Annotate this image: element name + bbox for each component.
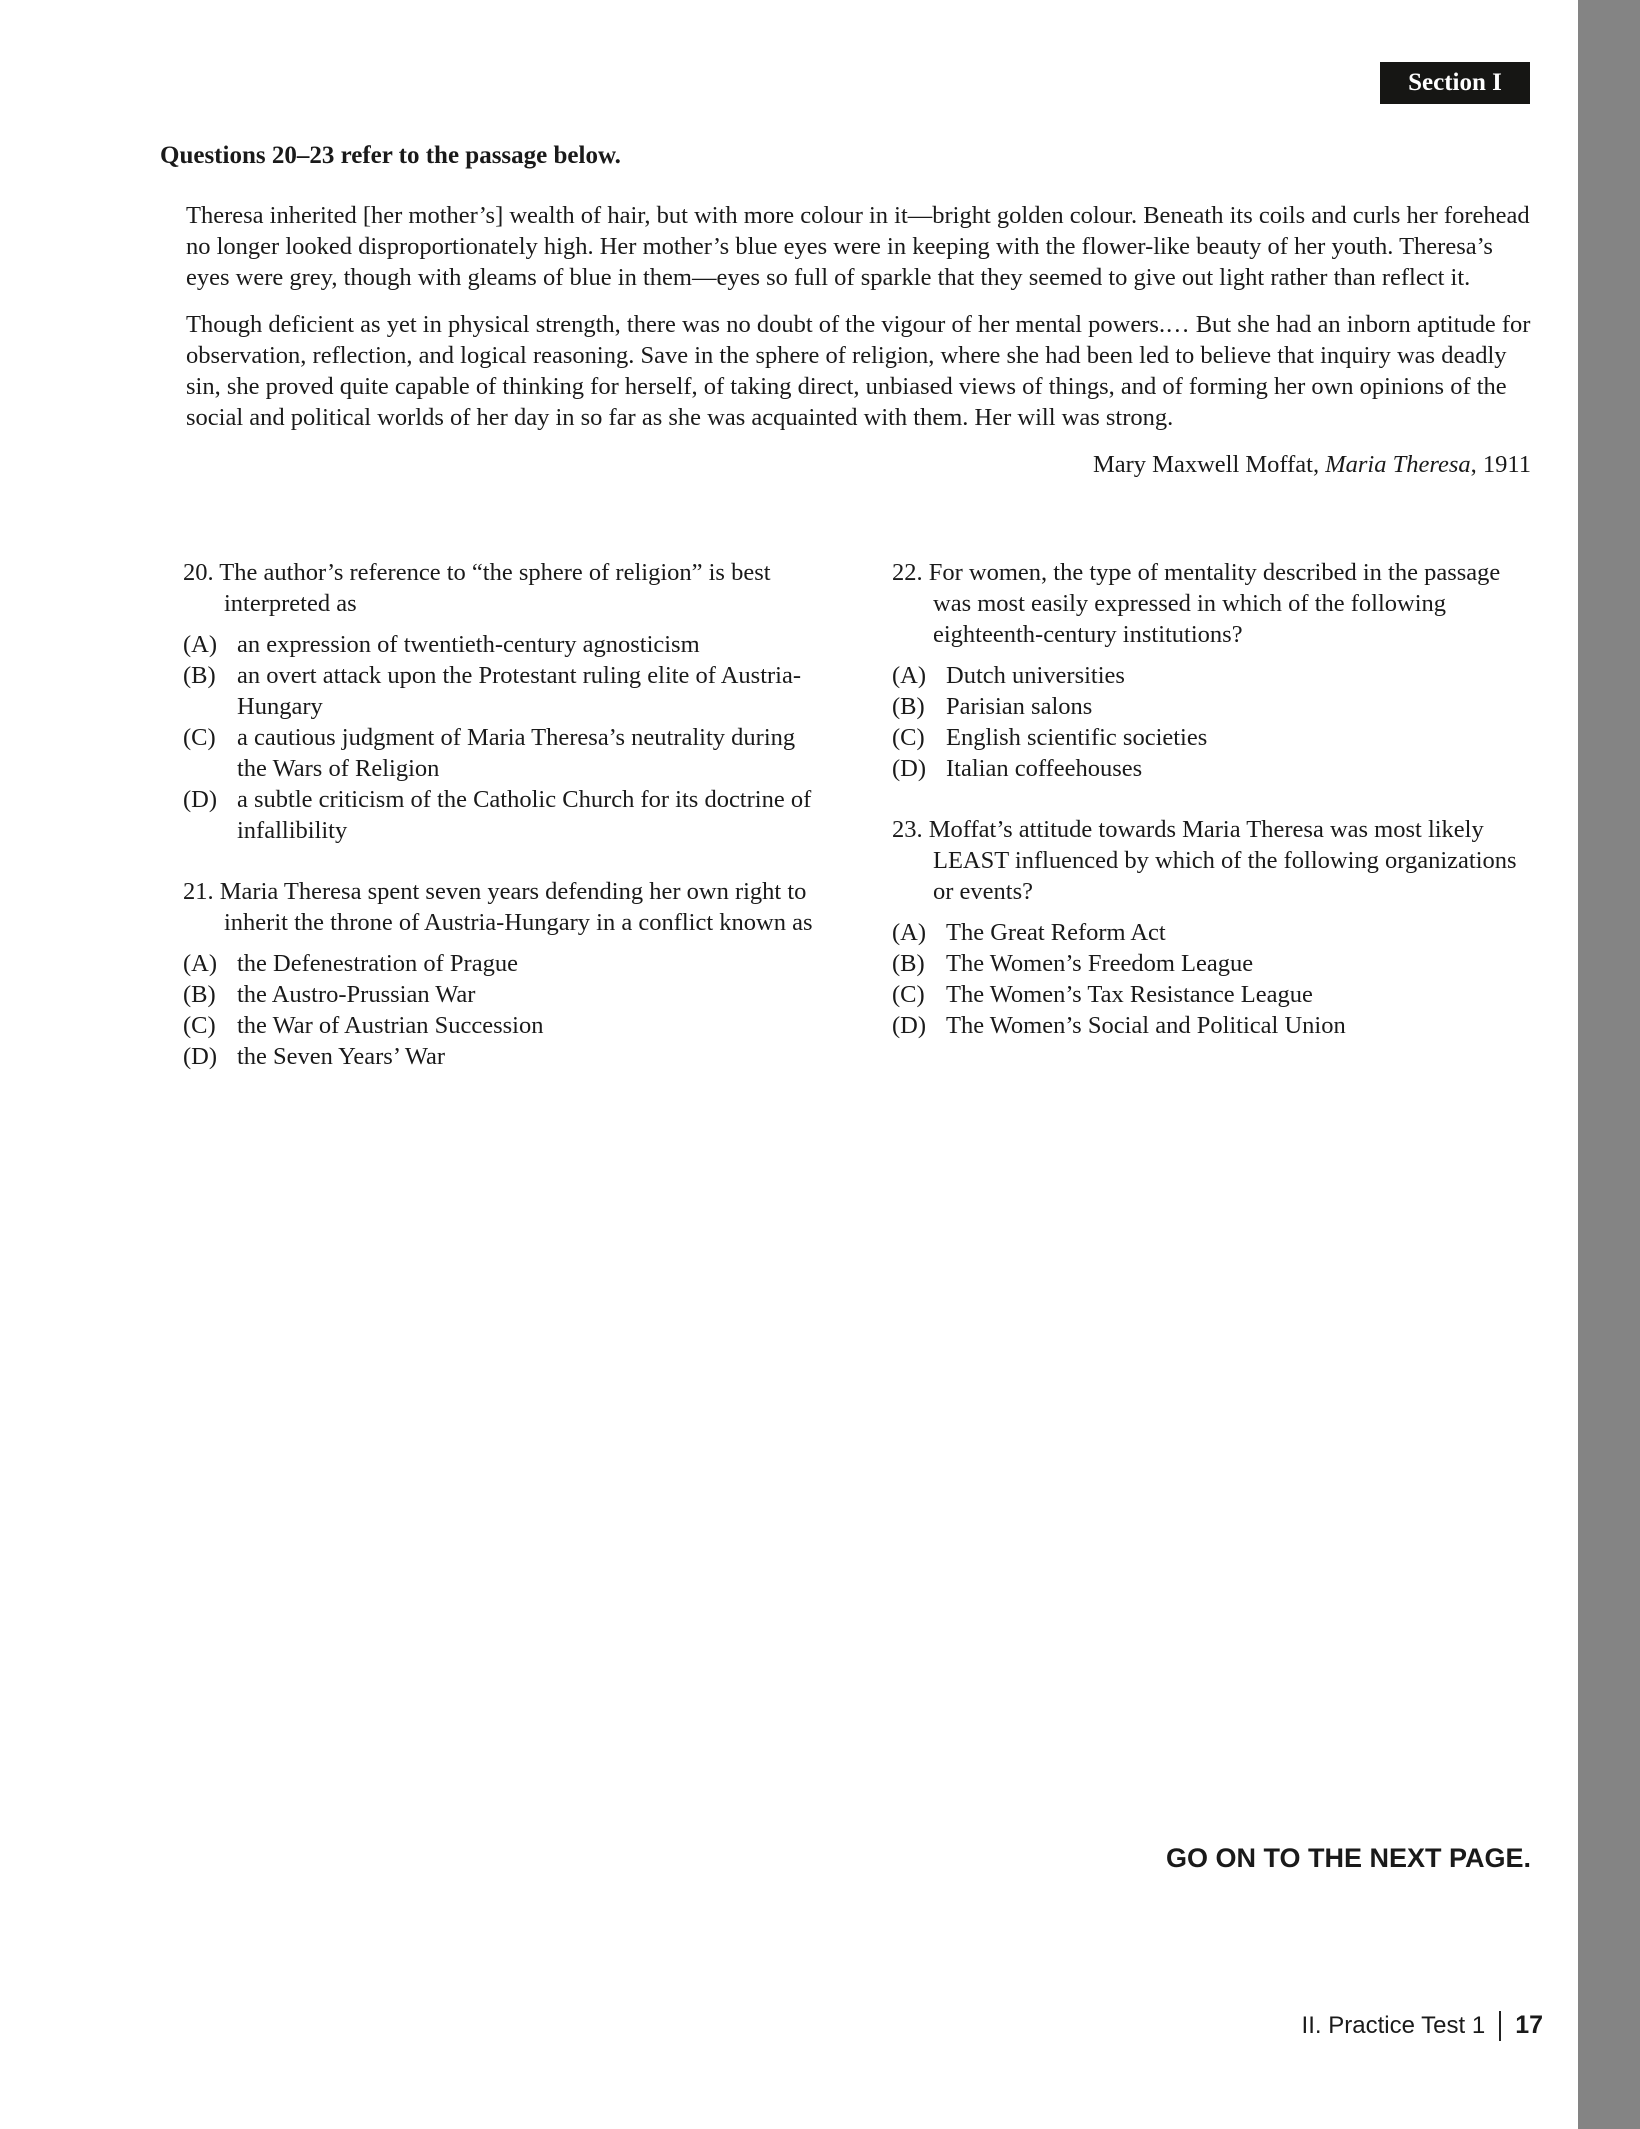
option-letter: (B) (183, 662, 216, 689)
option-letter: (C) (183, 724, 216, 751)
footer-chapter: II. Practice Test 1 (1301, 2012, 1486, 2039)
question-21 (183, 876, 823, 1072)
option-letter: (B) (892, 693, 925, 720)
answer-option[interactable] (892, 948, 1532, 979)
option-text: The Women’s Social and Political Union (946, 1012, 1346, 1039)
questions-heading: Questions 20–23 refer to the passage below. (160, 142, 621, 169)
passage-paragraph: Theresa inherited [her mother’s] wealth of hair, but with more colour in it—bright golden colour. Beneath its coils and curls her forehead no longer looked disproportionately high. Her mother’s blue eyes were in keeping with the flower-like beauty of her youth. Theresa’s eyes were grey, though with gleams of blue in them—eyes so full of sparkle that they seemed to give out light rather than reflect it. (186, 202, 1530, 291)
option-text: Italian coffeehouses (946, 755, 1143, 782)
option-letter: (A) (892, 662, 927, 689)
passage-paragraph: Though deficient as yet in physical strength, there was no doubt of the vigour of her mental powers.… But she had an inborn aptitude for observation, reflection, and logical reasoning. Save in the sphere of religion, where she had been led to believe that inquiry was deadly sin, she proved quite capable of thinking for herself, of taking direct, unbiased views of things, and of forming her own opinions of the social and political worlds of her day in so far as she was acquainted with them. Her will was strong. (186, 311, 1531, 431)
attribution-year: , 1911 (1470, 451, 1531, 478)
question-23 (892, 814, 1532, 1041)
option-letter: (D) (183, 1043, 218, 1070)
option-letter: (D) (892, 1012, 927, 1039)
option-text: the Austro-Prussian War (237, 981, 476, 1008)
option-text: the Seven Years’ War (237, 1043, 446, 1070)
answer-option[interactable] (892, 660, 1532, 691)
question-stem: 20. The author’s reference to “the sphere of religion” is best interpreted as (183, 559, 771, 617)
option-letter: (A) (183, 631, 218, 658)
answer-option[interactable] (183, 660, 823, 722)
attribution (186, 449, 1531, 480)
attribution-author: Mary Maxwell Moffat, (1092, 451, 1326, 478)
answer-option[interactable] (183, 1010, 823, 1041)
option-text: the War of Austrian Succession (237, 1012, 544, 1039)
option-letter: (C) (183, 1012, 216, 1039)
option-letter: (D) (183, 786, 218, 813)
section-label: Section I (1380, 62, 1530, 104)
answer-option[interactable] (183, 722, 823, 784)
option-text: The Women’s Tax Resistance League (946, 981, 1313, 1008)
answer-option[interactable] (892, 979, 1532, 1010)
option-text: the Defenestration of Prague (237, 950, 518, 977)
answer-option[interactable] (892, 722, 1532, 753)
option-letter: (B) (892, 950, 925, 977)
option-text: a subtle criticism of the Catholic Church for its doctrine of infallibility (237, 786, 812, 844)
answer-option[interactable] (892, 691, 1532, 722)
question-stem: 22. For women, the type of mentality described in the passage was most easily expressed in which of the following eighteenth-century institutions? (892, 559, 1501, 648)
option-letter: (A) (892, 919, 927, 946)
option-letter: (C) (892, 981, 925, 1008)
answer-option[interactable] (183, 948, 823, 979)
question-stem: 21. Maria Theresa spent seven years defending her own right to inherit the throne of Austria-Hungary in a conflict known as (183, 878, 813, 936)
right-column (892, 557, 1532, 1071)
option-text: an overt attack upon the Protestant ruling elite of Austria-Hungary (237, 662, 802, 720)
answer-option[interactable] (892, 917, 1532, 948)
left-column (183, 557, 823, 1102)
option-text: an expression of twentieth-century agnosticism (237, 631, 700, 658)
side-tab-band (1578, 0, 1640, 2129)
option-letter: (B) (183, 981, 216, 1008)
option-letter: (C) (892, 724, 925, 751)
option-letter: (D) (892, 755, 927, 782)
answer-option[interactable] (892, 753, 1532, 784)
option-text: a cautious judgment of Maria Theresa’s neutrality during the Wars of Religion (237, 724, 796, 782)
option-letter: (A) (183, 950, 218, 977)
option-text: English scientific societies (946, 724, 1208, 751)
question-22 (892, 557, 1532, 784)
footer (1302, 2010, 1543, 2041)
answer-option[interactable] (183, 1041, 823, 1072)
go-on-notice: GO ON TO THE NEXT PAGE. (1165, 1843, 1531, 1873)
option-text: The Women’s Freedom League (946, 950, 1254, 977)
answer-option[interactable] (183, 784, 823, 846)
answer-option[interactable] (892, 1010, 1532, 1041)
option-text: Parisian salons (946, 693, 1093, 720)
question-20 (183, 557, 823, 846)
footer-divider (1499, 2011, 1501, 2041)
answer-option[interactable] (183, 979, 823, 1010)
question-stem: 23. Moffat’s attitude towards Maria Theresa was most likely LEAST influenced by which of the following organizations or events? (892, 816, 1517, 905)
answer-option[interactable] (183, 629, 823, 660)
option-text: The Great Reform Act (946, 919, 1166, 946)
page-number: 17 (1515, 2011, 1543, 2039)
attribution-title: Maria Theresa (1325, 451, 1471, 478)
passage (186, 200, 1531, 480)
option-text: Dutch universities (946, 662, 1125, 689)
